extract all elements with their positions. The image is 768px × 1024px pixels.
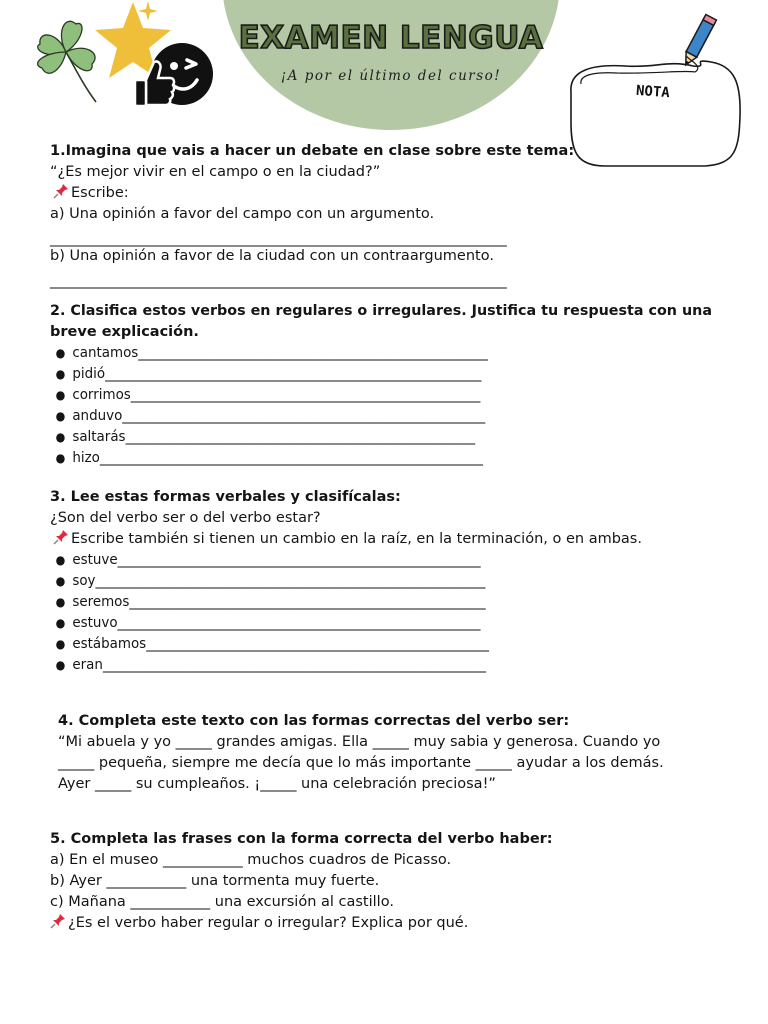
list-item[interactable] [0, 634, 712, 655]
q1-answer-line-a[interactable]: _______________________________________________________________ [50, 231, 507, 247]
thumbs-up-icon [132, 58, 176, 108]
q3-item-text: estuve______________________________________________________ [72, 552, 481, 568]
q3-item-text: soy__________________________________________________________ [72, 573, 486, 589]
q2-item-text: corrimos____________________________________________________ [72, 387, 481, 403]
q5-item-c[interactable]: c) Mañana ___________ una excursión al castillo. [50, 894, 394, 910]
bullet-icon: ● [55, 595, 66, 609]
list-item[interactable] [0, 427, 712, 448]
list-item[interactable] [0, 364, 712, 385]
list-item[interactable] [0, 550, 712, 571]
q1-item-b: b) Una opinión a favor de la ciudad con un contraargumento. [50, 248, 494, 264]
bullet-icon: ● [55, 409, 66, 423]
q5-final-question-text: ¿Es el verbo haber regular o irregular? Explica por qué. [68, 915, 469, 931]
exam-subtitle: ¡A por el último del curso! [280, 68, 502, 84]
list-item[interactable] [0, 592, 712, 613]
q5-item-b[interactable]: b) Ayer ___________ una tormenta muy fuerte. [50, 873, 380, 889]
list-item[interactable] [0, 385, 712, 406]
pushpin-icon [50, 913, 66, 929]
q2-heading-line2: breve explicación. [50, 324, 199, 340]
list-item[interactable] [0, 448, 712, 469]
q4-heading: 4. Completa este texto con las formas correctas del verbo ser: [58, 713, 570, 729]
q3-item-text: estuvo______________________________________________________ [72, 615, 481, 631]
bullet-icon: ● [55, 451, 66, 465]
exam-title: EXAMEN LENGUA [238, 20, 544, 56]
bullet-icon: ● [55, 388, 66, 402]
bullet-icon: ● [55, 616, 66, 630]
list-item[interactable] [0, 655, 712, 676]
q5-heading: 5. Completa las frases con la forma correcta del verbo haber: [50, 831, 553, 847]
pushpin-icon [53, 529, 69, 545]
grade-label: NOTA [635, 82, 671, 102]
q1-instruction-text: Escribe: [71, 185, 129, 201]
list-item[interactable] [0, 406, 712, 427]
q1-item-a: a) Una opinión a favor del campo con un argumento. [50, 206, 435, 222]
q3-item-text: estábamos___________________________________________________ [72, 636, 489, 652]
bullet-icon: ● [55, 346, 66, 360]
q1-question: “¿Es mejor vivir en el campo o en la ciudad?” [50, 164, 381, 180]
q2-item-text: hizo_________________________________________________________ [72, 450, 483, 466]
bullet-icon: ● [55, 367, 66, 381]
grade-box [565, 56, 745, 172]
q4-text-line1[interactable]: “Mi abuela y yo _____ grandes amigas. Ella _____ muy sabia y generosa. Cuando yo [58, 734, 661, 750]
q2-item-text: pidió________________________________________________________ [72, 366, 482, 382]
bullet-icon: ● [55, 553, 66, 567]
q1-heading: 1.Imagina que vais a hacer un debate en clase sobre este tema: [50, 143, 575, 159]
q1-answer-line-b[interactable]: _______________________________________________________________ [50, 273, 507, 289]
list-item[interactable] [0, 613, 712, 634]
q5-item-a[interactable]: a) En el museo ___________ muchos cuadros de Picasso. [50, 852, 452, 868]
list-item[interactable] [0, 343, 712, 364]
q3-item-text: eran_________________________________________________________ [72, 657, 486, 673]
bullet-icon: ● [55, 574, 66, 588]
q3-item-text: seremos_____________________________________________________ [72, 594, 486, 610]
q4-text-line3[interactable]: Ayer _____ su cumpleaños. ¡_____ una celebración preciosa!” [58, 776, 496, 792]
q4-text-line2[interactable]: _____ pequeña, siempre me decía que lo más importante _____ ayudar a los demás. [58, 755, 664, 771]
q2-item-text: saltarás____________________________________________________ [72, 429, 476, 445]
q2-item-text: cantamos____________________________________________________ [72, 345, 488, 361]
q2-item-text: anduvo______________________________________________________ [72, 408, 486, 424]
q5-final-question [50, 913, 468, 934]
q3-heading: 3. Lee estas formas verbales y clasifícalas: [50, 489, 401, 505]
pushpin-icon [53, 183, 69, 199]
q1-instruction [53, 183, 129, 204]
bullet-icon: ● [55, 430, 66, 444]
list-item[interactable] [0, 571, 712, 592]
q3-question: ¿Son del verbo ser o del verbo estar? [50, 510, 321, 526]
q3-instruction [53, 529, 642, 550]
q3-instruction-text: Escribe también si tienen un cambio en la raíz, en la terminación, o en ambas. [71, 531, 642, 547]
bullet-icon: ● [55, 658, 66, 672]
q2-heading-line1: 2. Clasifica estos verbos en regulares o irregulares. Justifica tu respuesta con una [50, 303, 712, 319]
bullet-icon: ● [55, 637, 66, 651]
sparkle-icon [137, 0, 159, 22]
